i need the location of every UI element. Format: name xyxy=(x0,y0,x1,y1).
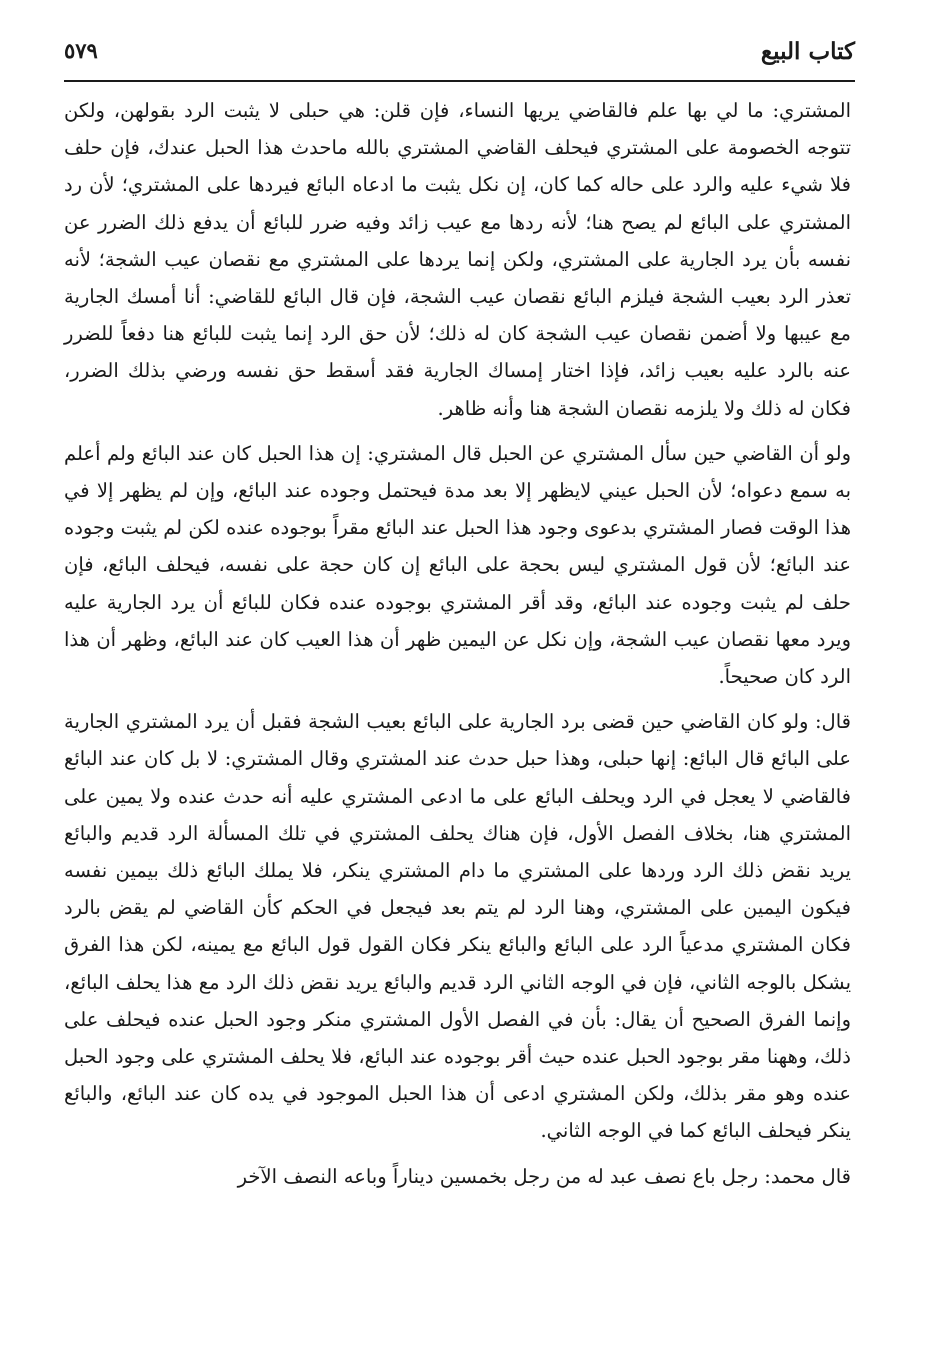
page-header xyxy=(64,36,855,76)
body-text xyxy=(64,92,851,1195)
paragraph-2: ولو أن القاضي حين سأل المشتري عن الحبل قال المشتري: إن هذا الحبل كان عند البائع ولم أعلم به سمع دعواه؛ لأن الحبل عيني لايظهر إلا بعد مدة فيحتمل وجوده عند البائع، وإن لم يظهر إلا في هذا الوقت فصار المشتري بدعوى وجود هذا الحبل عند البائع مقراً بوجوده عنده لكن لم يثبت وجوده عند البائع؛ لأن قول المشتري ليس بحجة على البائع إن كان حجة على نفسه، فيحلف البائع، فإن حلف لم يثبت وجوده عند البائع، وقد أقر المشتري بوجوده عنده فكان للبائع أن يرد الجارية عليه ويرد معها نقصان عيب الشجة، وإن نكل عن اليمين ظهر أن هذا العيب كان عند البائع، وظهر أن هذا الرد كان صحيحاً. xyxy=(64,441,851,689)
paragraph-3: قال: ولو كان القاضي حين قضى برد الجارية على البائع بعيب الشجة فقبل أن يرد المشتري الجارية على البائع قال البائع: إنها حبلى، وهذا حبل حدث عند المشتري وقال المشتري: لا بل كان عند البائع فالقاضي لا يعجل في الرد ويحلف البائع على ما ادعى المشتري عليه أنه حدث عنده ولا يمين على المشتري هنا، بخلاف الفصل الأول، فإن هناك يحلف المشتري في تلك المسألة الرد قديم والبائع يريد نقض ذلك الرد وردها على المشتري ما دام المشتري ينكر، فلا يملك البائع ذلك بيمين نفسه فيكون اليمين على المشتري، وهنا الرد لم يتم بعد فيجعل في الحكم كأن القاضي لم يقض بالرد فكان المشتري مدعياً الرد على البائع والبائع ينكر فكان القول قول البائع مع يمينه، لكن هذا الفرق يشكل بالوجه الثاني، فإن في الوجه الثاني الرد قديم والبائع يريد نقض ذلك الرد مع هذا يحلف البائع، وإنما الفرق الصحيح أن يقال: بأن في الفصل الأول المشتري منكر وجود الحبل عنده فيحلف على ذلك، وههنا مقر بوجود الحبل عنده حيث أقر بوجوده عند البائع، فلا يحلف المشتري على وجود الحبل عنده وهو مقر بذلك، ولكن المشتري ادعى أن هذا الحبل الموجود في يده كان عند البائع، والبائع ينكر فيحلف البائع كما في الوجه الثاني. xyxy=(64,710,851,1143)
paragraph-1: المشتري: ما لي بها علم فالقاضي يريها النساء، فإن قلن: هي حبلى لا يثبت الرد بقولهن، ولكن تتوجه الخصومة على المشتري فيحلف القاضي المشتري بالله ماحدث هذا الحبل عندك، فإن حلف فلا شيء عليه والرد على حاله كما كان، إن نكل يثبت ما ادعاه البائع فيردها على المشتري؛ لأن رد المشتري على البائع لم يصح هنا؛ لأنه ردها مع عيب زائد وفيه ضرر للبائع أن يدفع ذلك الضرر عن نفسه بأن يرد الجارية على المشتري، ولكن إنما يردها على المشتري مع نقصان عيب الشجة؛ لأنه تعذر الرد بعيب الشجة فيلزم البائع نقصان عيب الشجة، فإن قال البائع للقاضي: أنا أمسك الجارية مع عيبها ولا أضمن نقصان عيب الشجة كان له ذلك؛ لأن حق الرد إنما يثبت للبائع هنا دفعاً للضرر عنه بالرد عليه بعيب زائد، فإذا اختار إمساك الجارية فقد أسقط حق نفسه ورضي بذلك الضرر، فكان له ذلك ولا يلزمه نقصان الشجة هنا وأنه ظاهر. xyxy=(64,99,851,420)
paragraph-4: قال محمد: رجل باع نصف عبد له من رجل بخمسين ديناراً وباعه النصف الآخر xyxy=(237,1164,851,1188)
book-title: كتاب البيع xyxy=(760,38,855,65)
page-number: ٥٧٩ xyxy=(64,38,98,63)
header-divider xyxy=(64,80,855,82)
